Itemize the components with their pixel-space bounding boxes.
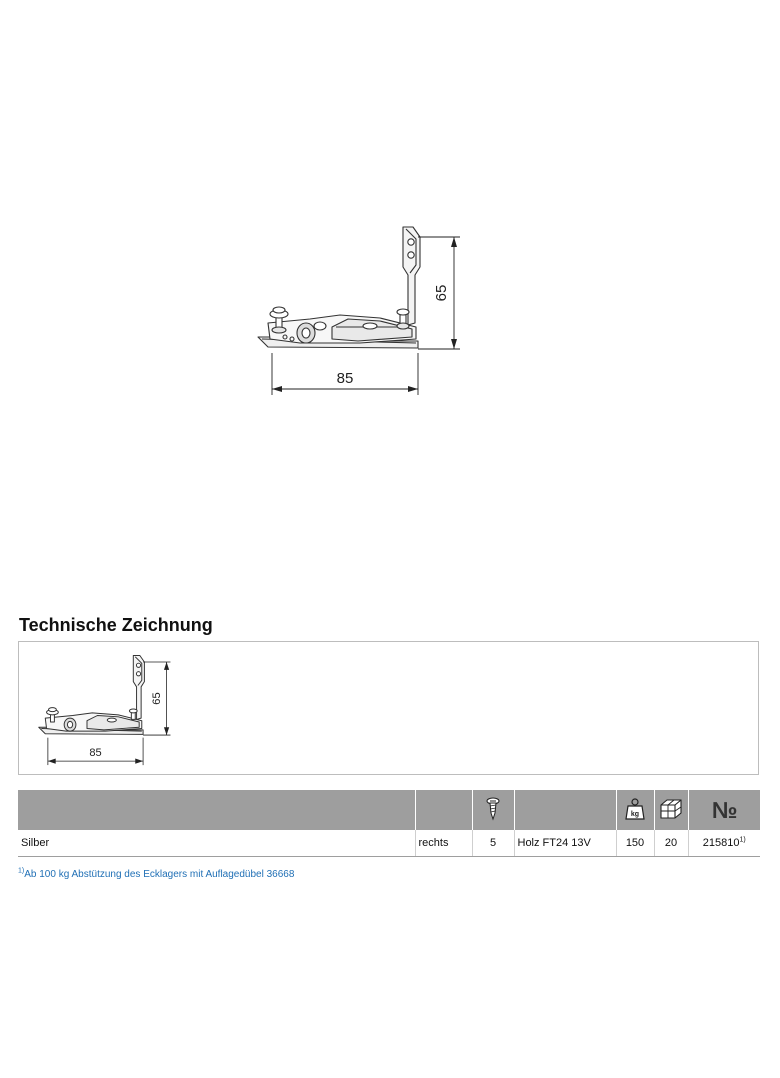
small-height-dimension-label: 65	[151, 692, 164, 705]
package-icon	[659, 797, 683, 821]
cell-side: rechts	[415, 830, 472, 857]
header-pack-qty	[654, 790, 688, 830]
spec-table	[18, 790, 760, 857]
header-system	[514, 790, 616, 830]
height-dimension-label: 65	[433, 284, 450, 302]
article-footnote-ref: 1)	[739, 836, 746, 844]
hinge-drawing-large	[240, 215, 470, 400]
small-width-dimension-label: 85	[89, 746, 102, 759]
header-side	[415, 790, 472, 830]
article-number-link[interactable]: 215810	[702, 837, 740, 849]
footnote	[18, 869, 294, 880]
number-sign-icon: №	[711, 796, 737, 823]
technical-drawing-frame	[18, 641, 759, 775]
cell-screws: 5	[472, 830, 514, 857]
header-finish	[18, 790, 415, 830]
section-title: Technische Zeichnung	[19, 615, 213, 635]
cell-system: Holz FT24 13V	[514, 830, 616, 857]
table-header-row	[18, 790, 760, 830]
cell-pack-qty: 20	[654, 830, 688, 857]
header-article-no	[688, 790, 760, 830]
header-screws	[472, 790, 514, 830]
weight-kg-icon	[625, 797, 645, 821]
cell-finish: Silber	[18, 830, 415, 857]
footnote-text: Ab 100 kg Abstützung des Ecklagers mit Auflagedübel 36668	[24, 869, 295, 880]
table-row	[18, 830, 760, 857]
cell-article-no[interactable]	[688, 830, 760, 857]
cell-max-weight: 150	[616, 830, 654, 857]
screw-icon	[486, 797, 500, 821]
hinge-drawing-small	[27, 644, 177, 772]
width-dimension-label: 85	[336, 370, 354, 387]
footnote-marker: 1)	[18, 867, 25, 875]
header-weight	[616, 790, 654, 830]
weight-unit-label: kg	[630, 810, 640, 818]
